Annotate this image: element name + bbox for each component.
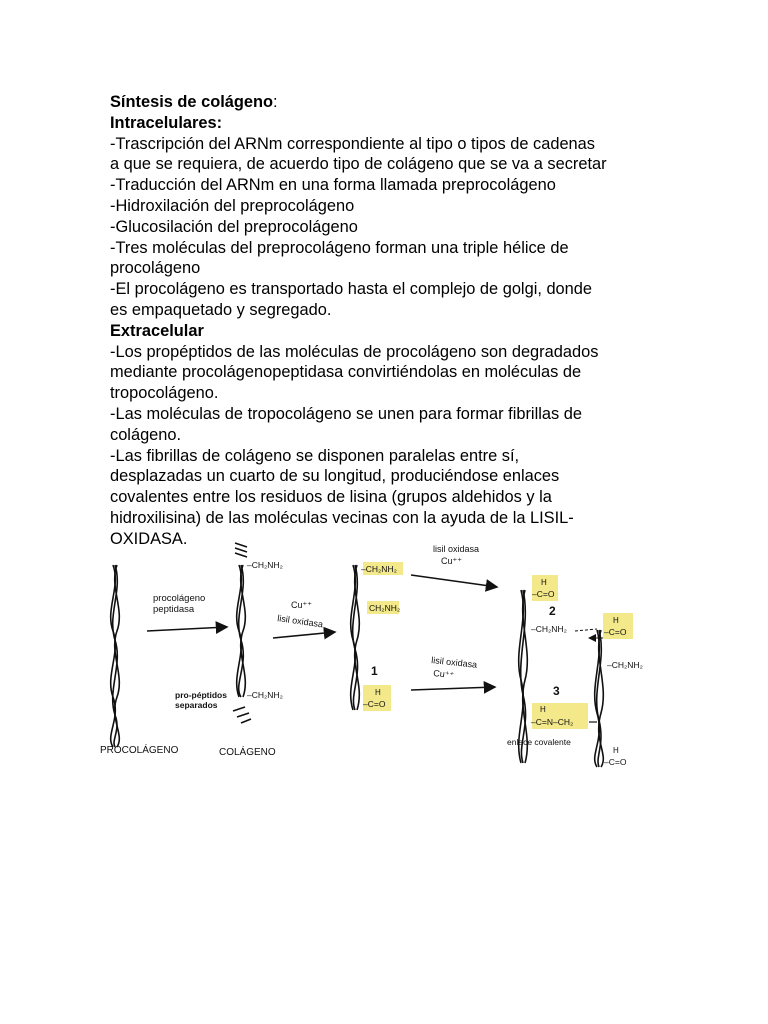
text-line: -Traducción del ARNm en una forma llamada preprocolágeno [110,176,556,195]
text-line: -Glucosilación del preprocolágeno [110,217,358,236]
lysyl-oxidase-label: lisil oxidasa [276,613,324,630]
extracellular-heading: Extracelular [110,321,204,340]
text-line: -Hidroxilación del preprocolágeno [110,196,355,215]
collagen-synthesis-diagram [95,535,665,775]
aldehyde-h: H [613,616,619,625]
step-1-label: 1 [371,664,378,678]
collagen-fiber [237,565,246,697]
aldehyde-h: H [375,688,381,697]
text-line: procolágeno [110,259,201,278]
document-text [110,92,670,550]
text-line: desplazadas un cuarto de su longitud, produciéndose enlaces [110,467,560,486]
text-line: -Las fibrillas de colágeno se disponen paralelas entre sí, [110,446,520,465]
covalent-bond-label: enlace covalente [507,737,571,747]
text-line: es empaquetado y segregado. [110,300,332,319]
aldehyde-co: –C=O [604,757,627,767]
step-3-label: 3 [553,684,560,698]
crosslinked-fiber-right [595,630,604,767]
ch2nh2-label: –CH₂NH₂ [531,624,567,634]
text-line: mediante procolágenopeptidasa convirtiéndolas en moléculas de [110,363,582,382]
lysyl-oxidase-label: lisil oxidasa [430,655,478,670]
procollagen-fiber [111,565,120,747]
propeptides-label: separados [175,700,218,710]
imine-h: H [540,705,546,714]
tropocollagen-fiber [351,565,360,710]
ch2nh2-label: –CH₂NH₂ [247,690,283,700]
document-title: Síntesis de colágeno: [110,93,278,111]
arrow-lysyl-oxidase-1 [273,632,335,638]
text-line: -Trascripción del ARNm correspondiente al tipo o tipos de cadenas [110,134,595,153]
ch2nh2-label: –CH₂NH₂ [247,560,283,570]
text-line: -Las moléculas de tropocolágeno se unen para formar fibrillas de [110,404,582,423]
text-line: a que se requiera, de acuerdo tipo de colágeno que se va a secretar [110,155,607,174]
text-line: tropocolágeno. [110,384,219,403]
text-line: covalentes entre los residuos de lisina (grupos aldehidos y la [110,488,552,507]
cu-label: Cu⁺⁺ [432,668,455,681]
aldehyde-co: –C=O [604,627,627,637]
text-line: colágeno. [110,425,182,444]
intracellular-heading: Intracelulares: [110,113,223,132]
collagen-label: COLÁGENO [219,747,276,758]
ch2nh2-label: –CH₂NH₂ [361,564,397,574]
text-line: -Los propéptidos de las moléculas de procolágeno son degradados [110,342,599,361]
aldehyde-h: H [613,746,619,755]
enzyme1-label: peptidasa [153,604,195,615]
text-line: -El procolágeno es transportado hasta el complejo de golgi, donde [110,280,593,299]
text-line: -Tres moléculas del preprocolágeno forman una triple hélice de [110,238,569,257]
aldehyde-h: H [541,578,547,587]
dashed-link [575,629,597,631]
enzyme1-label: procolágeno [153,593,206,604]
aldehyde-co: –C=O [532,589,555,599]
arrow-lysyl-oxidase-3 [411,687,495,690]
imine-bond: –C=N–CH₂ [531,717,574,727]
arrow-lysyl-oxidase-2 [411,575,497,587]
lysyl-oxidase-label: lisil oxidasa [433,544,480,554]
step-2-label: 2 [549,604,556,618]
propeptides-label: pro-péptidos [175,690,227,700]
ch2nh2-label: CH₂NH₂ [369,603,401,613]
ch2nh2-label: –CH₂NH₂ [607,660,643,670]
cu-label: Cu⁺⁺ [291,600,313,610]
text-line: OXIDASA. [110,529,188,548]
procollagen-label: PROCOLÁGENO [100,745,179,756]
text-line: hidroxilisina) de las moléculas vecinas con la ayuda de la LISIL- [110,508,574,527]
cu-label: Cu⁺⁺ [441,556,463,566]
arrow-procollagen-peptidase [147,627,227,631]
aldehyde-co: –C=O [363,699,386,709]
